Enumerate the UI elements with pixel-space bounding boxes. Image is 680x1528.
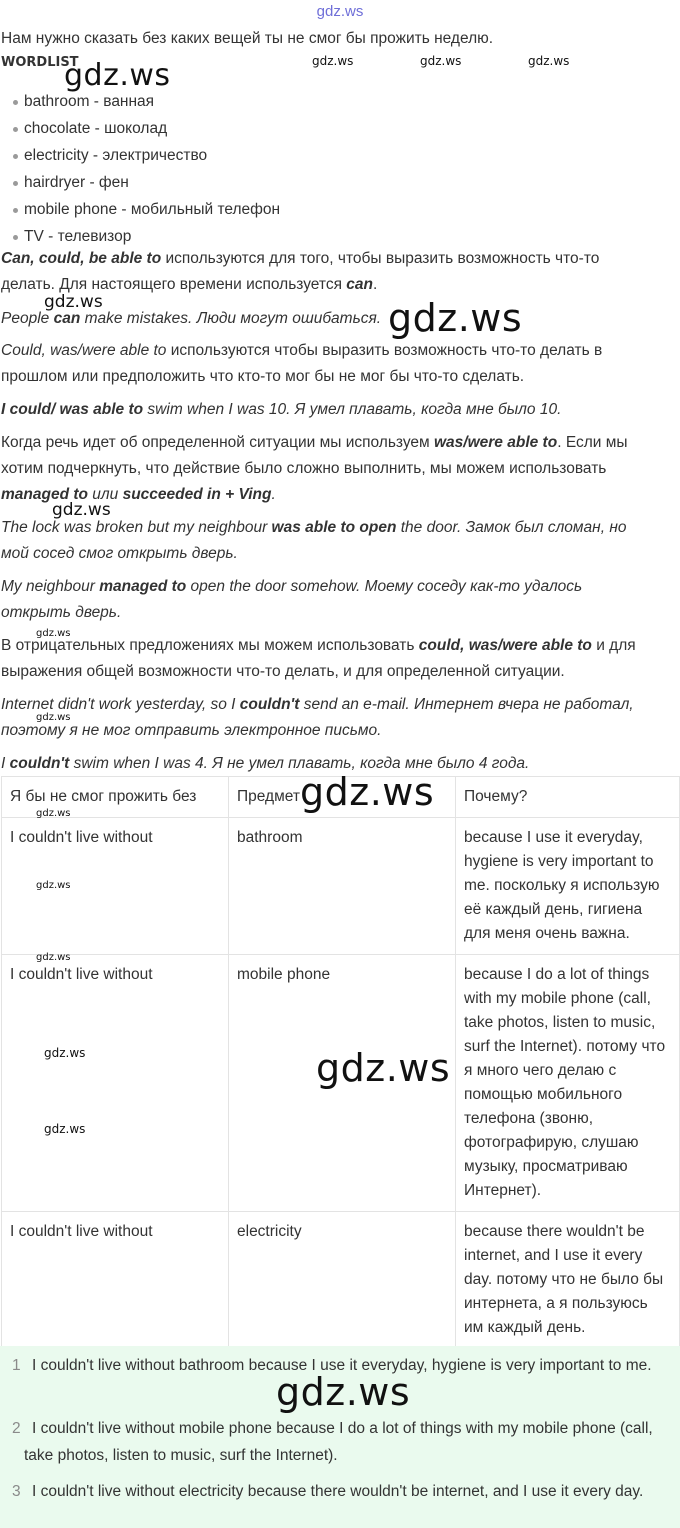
wordlist-item: bathroom - ванная	[0, 88, 280, 115]
watermark: gdz.ws	[36, 880, 71, 891]
table-cell: electricity	[229, 1212, 456, 1349]
example-sentence: мой сосед смог открыть дверь.	[1, 545, 238, 562]
wordlist-title: WORDLIST	[1, 55, 79, 70]
watermark: gdz.ws	[44, 1046, 86, 1060]
grammar-paragraph: В отрицательных предложениях мы можем использовать could, was/were able to и для	[1, 637, 636, 654]
grammar-paragraph: делать. Для настоящего времени используется can.	[1, 276, 378, 293]
watermark: gdz.ws	[300, 770, 435, 814]
watermark: gdz.ws	[52, 500, 111, 520]
watermark: gdz.ws	[44, 292, 103, 312]
wordlist-item: TV - телевизор	[0, 223, 280, 250]
watermark: gdz.ws	[388, 296, 523, 340]
table-cell: mobile phone	[229, 955, 456, 1212]
watermark: gdz.ws	[44, 1122, 86, 1136]
grammar-paragraph: managed to или succeeded in + Ving.	[1, 486, 276, 503]
table-row	[2, 1212, 680, 1349]
watermark: gdz.ws	[528, 54, 570, 68]
watermark: gdz.ws	[420, 54, 462, 68]
table-cell: bathroom	[229, 818, 456, 955]
answer-number: 1	[12, 1357, 21, 1374]
example-sentence: The lock was broken but my neighbour was able to open the door. Замок был сломан, но	[1, 519, 627, 536]
answer-item: 1 I couldn't live without bathroom because I use it everyday, hygiene is very important to me.	[0, 1352, 672, 1379]
wordlist-item: chocolate - шоколад	[0, 115, 280, 142]
table-cell: I couldn't live without	[2, 955, 229, 1212]
grammar-paragraph: выражения общей возможности что-то делать, и для определенной ситуации.	[1, 663, 565, 680]
wordlist-item: hairdryer - фен	[0, 169, 280, 196]
watermark: gdz.ws	[36, 712, 71, 723]
answer-number: 3	[12, 1483, 21, 1500]
task-intro: Нам нужно сказать без каких вещей ты не смог бы прожить неделю.	[1, 30, 494, 47]
table-cell: because I use it everyday, hygiene is very important to me. поскольку я использую её каждый день, гигиена для меня очень важна.	[456, 818, 680, 955]
answer-item: 3 I couldn't live without electricity because there wouldn't be internet, and I use it every day.	[0, 1478, 672, 1505]
example-sentence: открыть дверь.	[1, 604, 122, 621]
example-sentence: I could/ was able to swim when I was 10. Я умел плавать, когда мне было 10.	[1, 401, 562, 418]
example-sentence: My neighbour managed to open the door somehow. Моему соседу как-то удалось	[1, 578, 583, 595]
watermark: gdz.ws	[64, 58, 171, 93]
grammar-paragraph: Could, was/were able to используются чтобы выразить возможность что-то делать в	[1, 342, 603, 359]
table-header-cell: Почему?	[456, 777, 680, 818]
grammar-paragraph: прошлом или предположить что кто-то мог бы не мог бы что-то сделать.	[1, 368, 525, 385]
table-row	[2, 818, 680, 955]
watermark: gdz.ws	[312, 54, 354, 68]
example-sentence: People can make mistakes. Люди могут ошибаться.	[1, 310, 382, 327]
watermark: gdz.ws	[36, 952, 71, 963]
watermark: gdz.ws	[276, 1370, 411, 1414]
wordlist-item: mobile phone - мобильный телефон	[0, 196, 280, 223]
wordlist	[0, 88, 280, 250]
watermark: gdz.ws	[36, 808, 71, 819]
wordlist-item: electricity - электричество	[0, 142, 280, 169]
table-cell: because I do a lot of things with my mobile phone (call, take photos, listen to music, surf the Internet). потому что я много чего делаю с помощью мобильного телефона (звоню, фотографирую, слушаю музыку, просматриваю Интернет).	[456, 955, 680, 1212]
example-sentence: I couldn't swim when I was 4. Я не умел плавать, когда мне было 4 года.	[1, 755, 530, 772]
table-cell: I couldn't live without	[2, 818, 229, 955]
grammar-paragraph: Can, could, be able to используются для того, чтобы выразить возможность что-то	[1, 250, 600, 267]
table-header-cell: Я бы не смог прожить без	[2, 777, 229, 818]
grammar-term: Can, could, be able to	[1, 250, 162, 267]
answer-item: 2 I couldn't live without mobile phone because I do a lot of things with my mobile phone (call, take photos, listen to music, surf the Internet).	[0, 1415, 672, 1469]
header-watermark: gdz.ws	[316, 3, 364, 20]
grammar-paragraph: Когда речь идет об определенной ситуации мы используем was/were able to. Если мы	[1, 434, 628, 451]
grammar-term: can	[346, 276, 373, 293]
table-header-cell: Предмет	[229, 777, 456, 818]
answer-number: 2	[12, 1420, 21, 1437]
grammar-paragraph: хотим подчеркнуть, что действие было сложно выполнить, мы можем использовать	[1, 460, 607, 477]
watermark: gdz.ws	[36, 628, 71, 639]
example-sentence: Internet didn't work yesterday, so I couldn't send an e-mail. Интернет вчера не работал,	[1, 696, 634, 713]
watermark: gdz.ws	[316, 1046, 451, 1090]
table-cell: because there wouldn't be internet, and I use it every day. потому что не было бы интернета, а я пользуюсь им каждый день.	[456, 1212, 680, 1349]
table-cell: I couldn't live without	[2, 1212, 229, 1349]
example-sentence: поэтому я не мог отправить электронное письмо.	[1, 722, 382, 739]
